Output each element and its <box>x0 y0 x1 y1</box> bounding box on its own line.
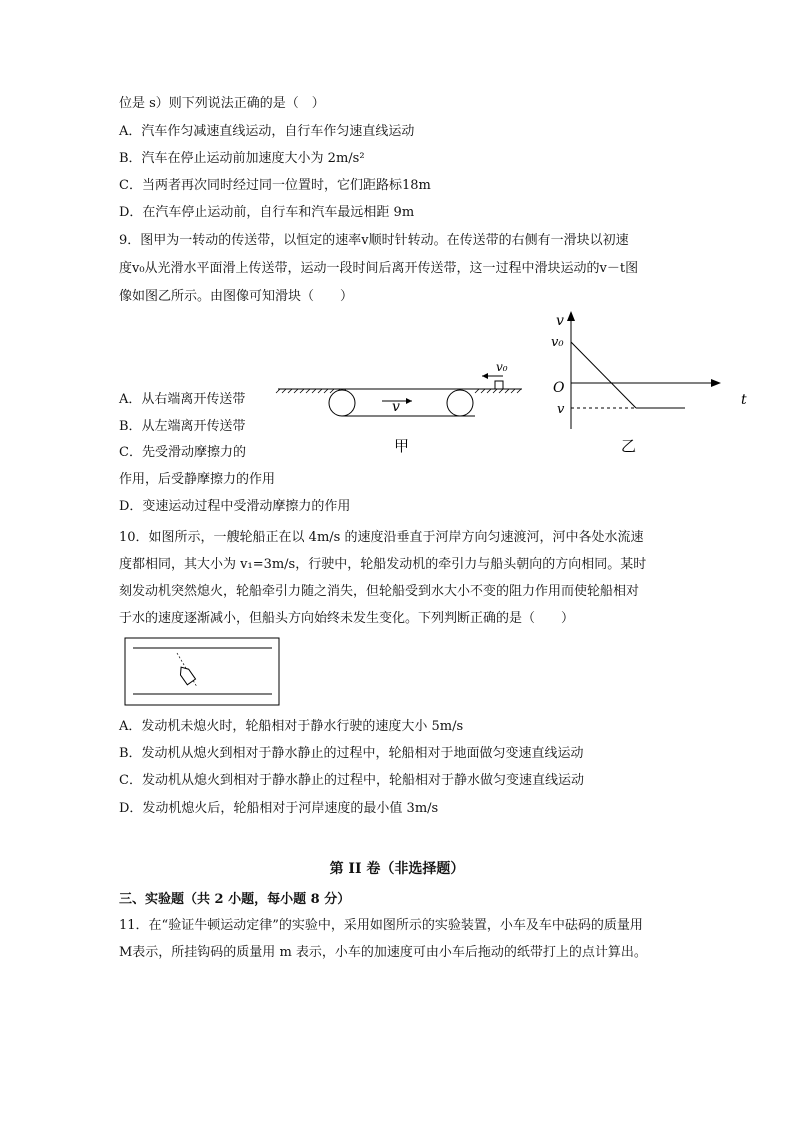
v-t-graph-figure <box>545 305 760 465</box>
section-three-title: 三、实验题（共 2 小题，每小题 8 分） <box>119 892 351 907</box>
origin-label: O <box>553 380 565 396</box>
part-two-title: 第 II 卷（非选择题） <box>329 861 465 877</box>
q10-option-a: A．发动机未熄火时，轮船相对于静水行驶的速度大小 5m/s <box>119 719 464 734</box>
q11-stem-line-2: M表示，所挂钩码的质量用 m 表示，小车的加速度可由小车后拖动的纸带打上的点计算出。 <box>119 945 647 960</box>
q8-option-b: B．汽车在停止运动前加速度大小为 2m/s² <box>119 151 365 166</box>
q9-option-c: C．先受滑动摩擦力的 <box>119 445 246 460</box>
slider-arrowhead-icon <box>482 373 488 379</box>
v0-tick-label: v₀ <box>551 335 564 350</box>
q9-option-b: B．从左端离开传送带 <box>119 419 246 434</box>
t-axis-arrow-icon <box>711 379 721 387</box>
q9-option-c-cont: 作用，后受静摩擦力的作用 <box>119 472 276 487</box>
q10-option-d: D．发动机熄火后，轮船相对于河岸速度的最小值 3m/s <box>119 801 439 816</box>
q8-stem-tail: 位是 s）则下列说法正确的是（ ） <box>119 96 325 111</box>
belt-arrowhead-icon <box>406 398 412 404</box>
q8-option-a: A．汽车作匀减速直线运动，自行车作匀速直线运动 <box>119 124 415 139</box>
q10-stem-line-2: 度都相同，其大小为 v₁=3m/s，行驶中，轮船发动机的牵引力与船头朝向的方向相同。某时 <box>119 557 647 572</box>
v-axis-arrow-icon <box>567 311 575 321</box>
figure-jia-caption: 甲 <box>394 437 410 455</box>
t-axis-label: t <box>741 392 747 408</box>
left-roller <box>329 390 355 416</box>
conveyor-belt <box>329 389 475 416</box>
right-roller <box>447 390 473 416</box>
q10-option-c: C．发动机从熄火到相对于静水静止的过程中，轮船相对于静水做匀变速直线运动 <box>119 773 584 788</box>
q11-stem-line-1: 11．在“验证牛顿运动定律”的实验中，采用如图所示的实验装置，小车及车中砝码的质量用 <box>119 918 643 933</box>
conveyor-belt-figure <box>270 352 530 462</box>
q9-stem-line-2: 度v₀从光滑水平面滑上传送带，运动一段时间后离开传送带，这一过程中滑块运动的v－t图 <box>119 261 639 276</box>
v-axis-label: v <box>556 313 564 329</box>
q9-stem-line-1: 9．图甲为一转动的传送带，以恒定的速率v顺时针转动。在传送带的右侧有一滑块以初速 <box>119 233 629 248</box>
q9-option-d: D．变速运动过程中受滑动摩擦力的作用 <box>119 499 351 514</box>
velocity-line-decelerate <box>571 342 636 408</box>
q9-stem-line-3: 像如图乙所示。由图像可知滑块（ ） <box>119 289 354 304</box>
q10-stem-line-1: 10．如图所示，一艘轮船正在以 4m/s 的速度沿垂直于河岸方向匀速渡河，河中各处水流速 <box>119 530 644 545</box>
q10-stem-line-3: 刻发动机突然熄火，轮船牵引力随之消失，但轮船受到水大小不变的阻力作用而使轮船相对 <box>119 584 640 599</box>
belt-speed-label: v <box>392 399 400 415</box>
q10-stem-line-4: 于水的速度逐渐减小，但船头方向始终未发生变化。下列判断正确的是（ ） <box>119 611 575 626</box>
q8-option-c: C．当两者再次同时经过同一位置时，它们距路标18m <box>119 178 431 193</box>
ground-surface <box>276 389 522 393</box>
slider-block <box>482 360 508 389</box>
q8-option-d: D．在汽车停止运动前，自行车和汽车最远相距 9m <box>119 205 415 220</box>
q10-option-b: B．发动机从熄火到相对于静水静止的过程中，轮船相对于地面做匀变速直线运动 <box>119 746 584 761</box>
figure-yi-caption: 乙 <box>621 437 637 455</box>
q9-option-a: A．从右端离开传送带 <box>119 392 246 407</box>
river-boat-figure <box>124 637 282 707</box>
neg-v-tick-label: v <box>557 402 565 417</box>
slider-initial-speed-label: v₀ <box>496 360 508 374</box>
